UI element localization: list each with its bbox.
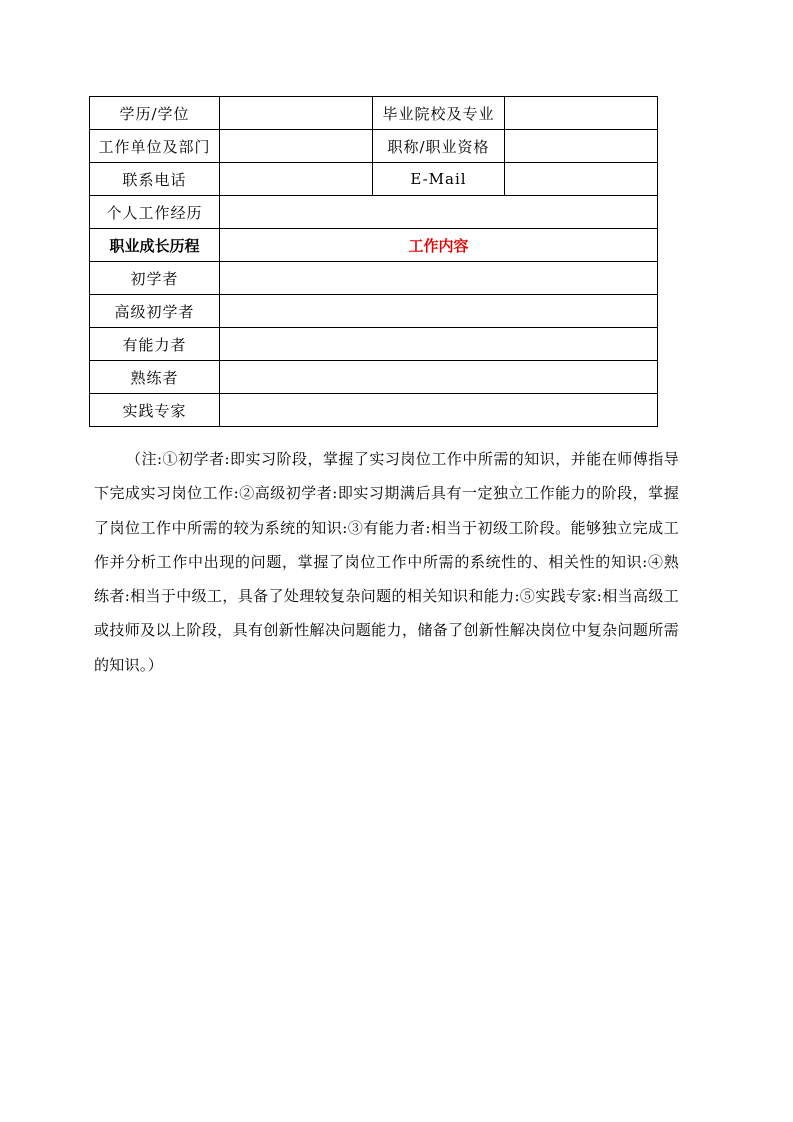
stage-row: [90, 328, 658, 361]
stage-definition-note: （注:①初学者:即实习阶段，掌握了实习岗位工作中所需的知识，并能在师傅指导下完成实习岗位工作:②高级初学者:即实习期满后具有一定独立工作能力的阶段，掌握了岗位工作中所需的较为系统的知识:③有能力者:相当于初级工阶段。能够独立完成工作并分析工作中出现的问题，掌握了岗位工作中所需的系统性的、相关性的知识:④熟练者:相当于中级工，具备了处理较复杂问题的相关知识和能力:⑤实践专家:相当高级工或技师及以上阶段，具有创新性解决问题能力，储备了创新性解决岗位中复杂问题所需的知识。）: [94, 450, 679, 674]
school-major-field[interactable]: [505, 97, 658, 130]
stage-label: 初学者: [90, 262, 220, 295]
experience-row: [90, 196, 658, 229]
employer-row: [90, 130, 658, 163]
stage-row: [90, 361, 658, 394]
stage-label: 有能力者: [90, 328, 220, 361]
stage-row: [90, 295, 658, 328]
work-content-header: 工作内容: [220, 229, 658, 262]
resume-form-table: [89, 96, 658, 427]
stage-content-field[interactable]: [220, 328, 658, 361]
experience-label: 个人工作经历: [90, 196, 220, 229]
experience-field[interactable]: [220, 196, 658, 229]
career-header-row: [90, 229, 658, 262]
stage-content-field[interactable]: [220, 361, 658, 394]
phone-field[interactable]: [220, 163, 373, 196]
stage-label: 熟练者: [90, 361, 220, 394]
stage-row: [90, 394, 658, 427]
education-field[interactable]: [220, 97, 373, 130]
title-qualification-label: 职称/职业资格: [373, 130, 505, 163]
education-label: 学历/学位: [90, 97, 220, 130]
career-stage-header: 职业成长历程: [90, 229, 220, 262]
title-qualification-field[interactable]: [505, 130, 658, 163]
stage-content-field[interactable]: [220, 295, 658, 328]
email-field[interactable]: [505, 163, 658, 196]
stage-row: [90, 262, 658, 295]
stage-content-field[interactable]: [220, 262, 658, 295]
school-major-label: 毕业院校及专业: [373, 97, 505, 130]
stage-label: 实践专家: [90, 394, 220, 427]
email-label: E-Mail: [373, 163, 505, 196]
employer-field[interactable]: [220, 130, 373, 163]
stage-label: 高级初学者: [90, 295, 220, 328]
employer-label: 工作单位及部门: [90, 130, 220, 163]
education-row: [90, 97, 658, 130]
contact-row: [90, 163, 658, 196]
phone-label: 联系电话: [90, 163, 220, 196]
stage-content-field[interactable]: [220, 394, 658, 427]
